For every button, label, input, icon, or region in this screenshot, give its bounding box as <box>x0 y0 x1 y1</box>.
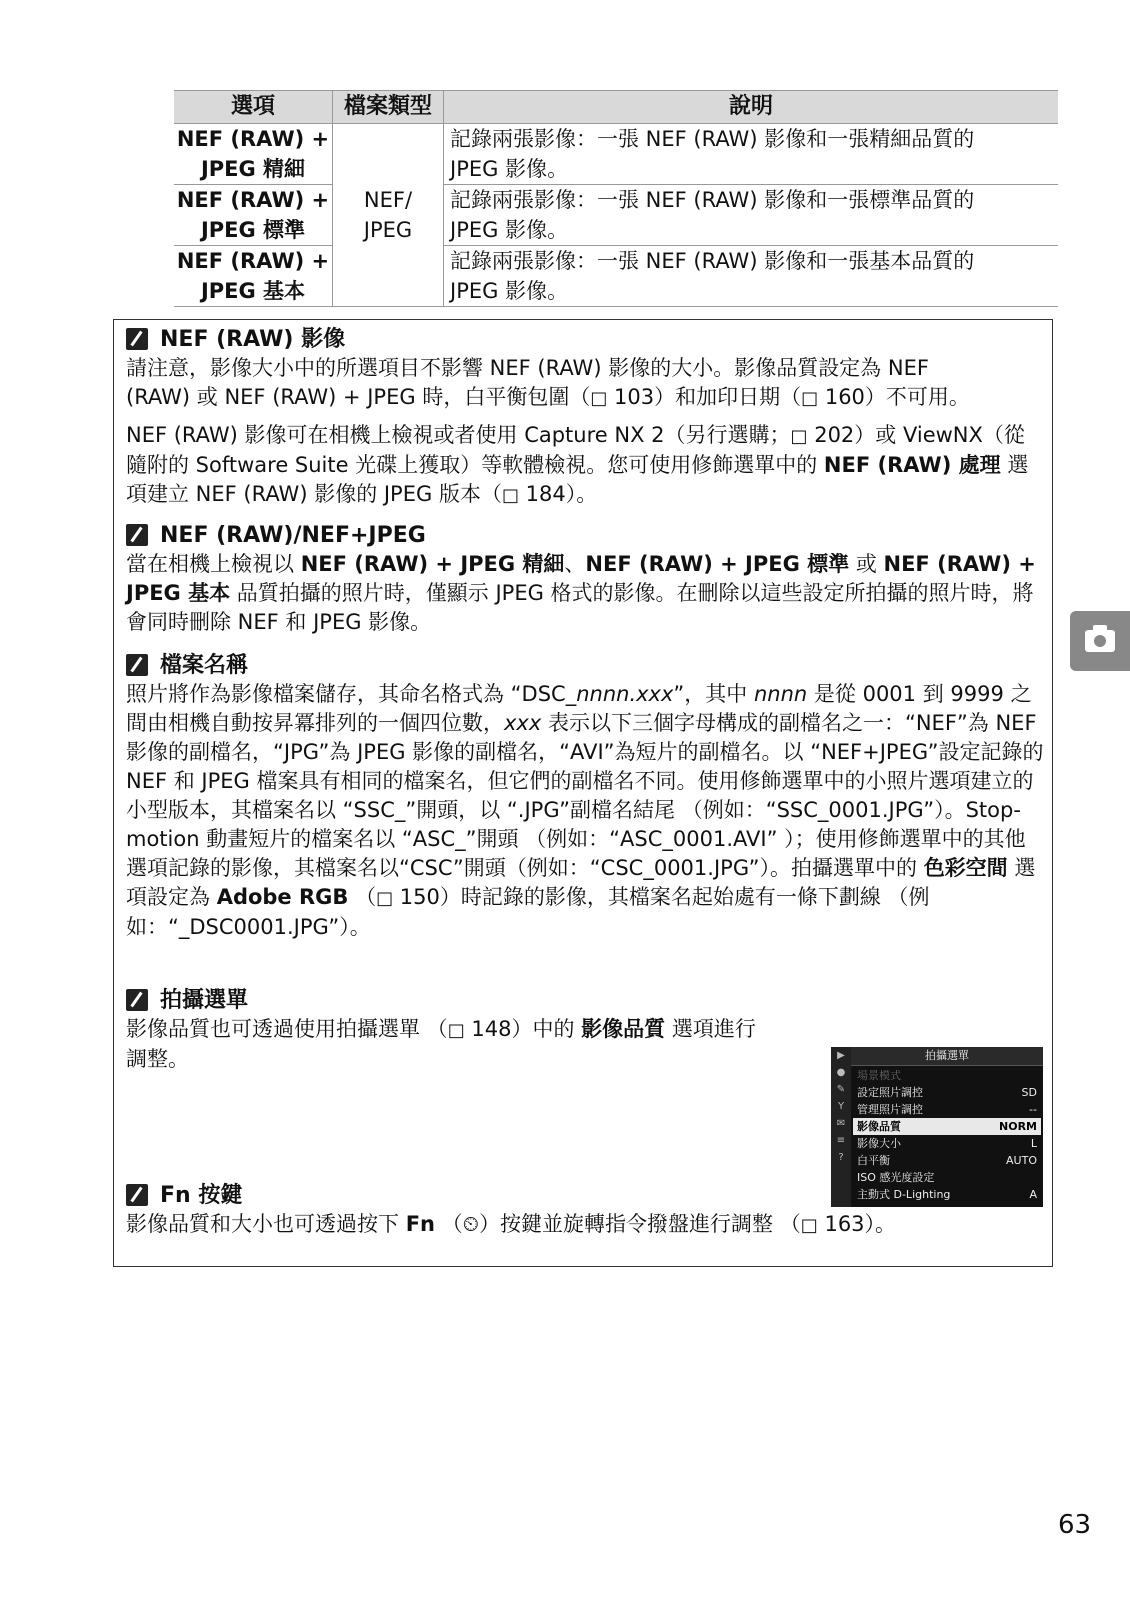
menu-item <box>853 1135 1041 1152</box>
header-file-type: 檔案類型 <box>333 91 444 124</box>
pencil-icon <box>126 1184 148 1206</box>
note-title: Fn 按鍵 <box>160 1182 243 1208</box>
chapter-tab <box>1070 611 1130 671</box>
pencil-icon <box>126 989 148 1011</box>
menu-item-label: 管理照片調控 <box>857 1103 923 1116</box>
option-description: 記錄兩張影像：一張 NEF (RAW) 影像和一張標準品質的 <box>450 188 975 212</box>
pencil-icon <box>126 328 148 350</box>
book-icon: □ <box>447 1020 465 1041</box>
pencil-icon <box>126 654 148 676</box>
option-name: JPEG 精細 <box>200 157 306 181</box>
file-type: NEF/ <box>363 188 413 212</box>
note-text: 請注意，影像大小中的所選項目不影響 NEF (RAW) 影像的大小。影像品質設定為 NEF (RAW) 或 NEF (RAW) + JPEG 時，白平衡包圍（□ 103）和加印日期（□ 160）不可用。 <box>126 356 970 409</box>
wrench-icon: Y <box>837 1101 845 1112</box>
option-description: JPEG 影像。 <box>450 157 569 181</box>
menu-item-label: 設定照片調控 <box>857 1086 923 1099</box>
option-description: 記錄兩張影像：一張 NEF (RAW) 影像和一張基本品質的 <box>450 249 975 273</box>
note-title: 拍攝選單 <box>160 987 249 1013</box>
note-text: 影像品質也可透過使用拍攝選單 （□ 148）中的 影像品質 選項進行調整。 <box>126 1017 756 1071</box>
option-description: JPEG 影像。 <box>450 218 569 242</box>
menu-item-value: SD <box>1021 1086 1037 1099</box>
book-icon: □ <box>590 388 608 409</box>
book-icon: □ <box>790 426 808 447</box>
note-nef-raw <box>126 324 1044 510</box>
option-name: NEF (RAW) + <box>176 249 330 273</box>
playback-icon: ▶ <box>837 1050 845 1061</box>
file-type: JPEG <box>363 218 413 242</box>
note-title: 檔案名稱 <box>160 652 249 678</box>
menu-item-value: L <box>1030 1137 1037 1150</box>
menu-item-value: A <box>1029 1188 1037 1201</box>
menu-item-label: 場景模式 <box>857 1069 901 1082</box>
menu-item <box>853 1067 1041 1084</box>
book-icon: □ <box>801 388 819 409</box>
note-text: 當在相機上檢視以 NEF (RAW) + JPEG 精細、NEF (RAW) + JPEG 標準 或 NEF (RAW) + JPEG 基本 品質拍攝的照片時，僅顯示 JPEG 格式的影像。在刪除以這些設定所拍攝的照片時，將會同時刪除 NEF 和 JPEG 影像。 <box>126 552 1036 634</box>
book-icon: □ <box>501 485 519 506</box>
camera-icon <box>1085 630 1115 652</box>
page-number: 63 <box>1058 1510 1092 1540</box>
note-text: NEF (RAW) 影像可在相機上檢視或者使用 Capture NX 2（另行選購；□ 202）或 ViewNX（從隨附的 Software Suite 光碟上獲取）等軟體檢視。您可使用修飾選單中的 NEF (RAW) 處理 選項建立 NEF (RAW) 影像的 JPEG 版本（□ 184）。 <box>126 423 1029 506</box>
book-icon: □ <box>376 888 394 909</box>
note-shooting-menu <box>126 985 766 1074</box>
menu-item <box>853 1101 1041 1118</box>
option-name: JPEG 基本 <box>200 279 306 303</box>
book-icon: □ <box>800 1215 818 1236</box>
camera-icon: ● <box>836 1067 846 1078</box>
option-name: NEF (RAW) + <box>176 188 330 212</box>
self-timer-icon: ⏲ <box>462 1212 480 1236</box>
option-name: NEF (RAW) + <box>176 127 330 151</box>
menu-item-value: NORM <box>999 1120 1037 1133</box>
note-nef-jpeg <box>126 520 1044 637</box>
option-name: JPEG 標準 <box>200 218 306 242</box>
help-icon: ? <box>838 1152 844 1163</box>
option-description: JPEG 影像。 <box>450 279 569 303</box>
menu-item-label: 主動式 D-Lighting <box>857 1188 951 1201</box>
recent-icon: ≡ <box>836 1135 846 1146</box>
menu-item-label: 影像大小 <box>857 1137 901 1150</box>
note-title: NEF (RAW) 影像 <box>160 326 346 352</box>
note-title: NEF (RAW)/NEF+JPEG <box>160 522 426 548</box>
pencil-icon <box>126 524 148 546</box>
option-description: 記錄兩張影像：一張 NEF (RAW) 影像和一張精細品質的 <box>450 127 975 151</box>
table-row <box>174 185 1058 246</box>
header-description: 說明 <box>444 91 1059 124</box>
menu-item <box>853 1118 1041 1135</box>
table-row <box>174 246 1058 307</box>
menu-item-label: ISO 感光度設定 <box>857 1171 935 1184</box>
note-text: 照片將作為影像檔案儲存，其命名格式為 “DSC_nnnn.xxx”，其中 nnnn 是從 0001 到 9999 之間由相機自動按昇冪排列的一個四位數，xxx 表示以下三個字母構成的副檔名之一：“NEF”為 NEF 影像的副檔名，“JPG”為 JPEG 影像的副檔名，“AVI”為短片的副檔名。以 “NEF+JPEG”設定記錄的 NEF 和 JPEG 檔案具有相同的檔案名，但它們的副檔名不同。使用修飾選單中的小照片選項建立的小型版本，其檔案名以 “SSC_”開頭，以 “.JPG”副檔名結尾 （例如：“SSC_0001.JPG”）。Stop-motion 動畫短片的檔案名以 “ASC_”開頭 （例如：“ASC_0001.AVI” ）；使用修飾選單中的其他選項記錄的影像，其檔案名以“CSC”開頭（例如：“CSC_0001.JPG”）。拍攝選單中的 色彩空間 選項設定為 Adobe RGB （□ 150）時記錄的影像，其檔案名起始處有一條下劃線 （例如：“_DSC0001.JPG”）。 <box>126 682 1044 939</box>
table-row <box>174 124 1058 185</box>
menu-item <box>853 1084 1041 1101</box>
note-fn-button <box>126 1180 1044 1240</box>
note-text: 影像品質和大小也可透過按下 Fn （⏲）按鍵並旋轉指令撥盤進行調整 （□ 163）。 <box>126 1212 897 1236</box>
options-table <box>174 90 1058 307</box>
pencil-icon: ✎ <box>836 1084 846 1095</box>
note-file-names <box>126 650 1044 942</box>
menu-item <box>853 1152 1041 1169</box>
menu-item-value: -- <box>1029 1103 1037 1116</box>
menu-item-value: AUTO <box>1006 1154 1037 1167</box>
menu-item-label: 影像品質 <box>857 1120 901 1133</box>
header-option: 選項 <box>174 91 333 124</box>
notes-box <box>113 319 1053 1267</box>
retouch-icon: ✉ <box>836 1118 846 1129</box>
menu-title: 拍攝選單 <box>851 1047 1043 1066</box>
menu-item-label: 白平衡 <box>857 1154 890 1167</box>
